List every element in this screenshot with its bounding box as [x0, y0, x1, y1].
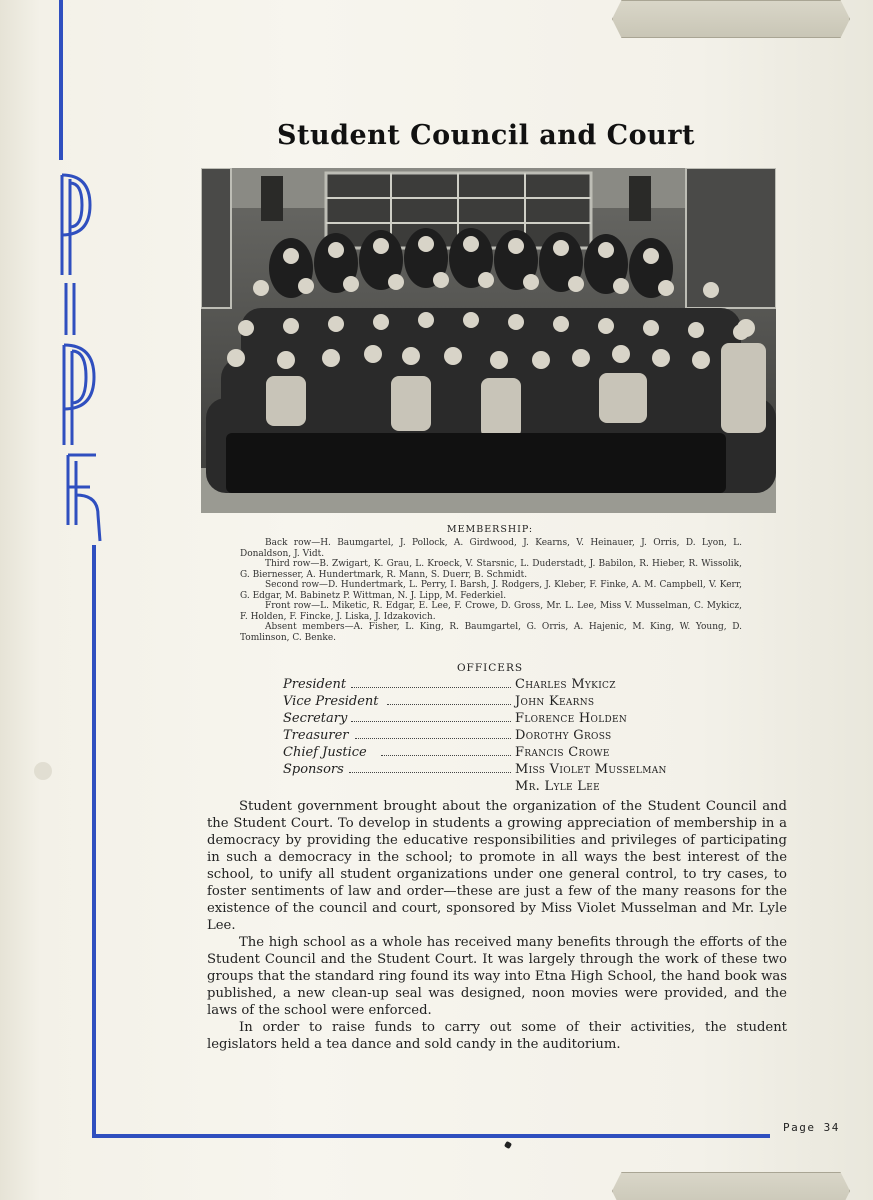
leader-dots — [355, 738, 511, 739]
officer-name: Florence Holden — [515, 711, 628, 726]
top-binder-tab — [612, 0, 850, 38]
officer-role: President — [283, 677, 347, 692]
body-paragraph: Student government brought about the organization of the Student Council and the Student Court. To develop in students a growing appreciation of membership in a democracy by providing the educative responsibilities and privileges of participating in such a democracy in the school; to promote in all ways the best interest of the school, to unify all student organizations under one general control, to try cases, to foster sentiments of law and order—these are just a few of the many reasons for the existence of the council and court, sponsored by Miss Violet Musselman and Mr. Lyle Lee. — [207, 799, 787, 933]
membership-absent: Absent members—A. Fisher, L. King, R. Baumgartel, G. Orris, A. Hajenic, M. King, W. Young, D. Tomlinson, C. Benke. — [240, 622, 742, 643]
leader-dots — [387, 704, 511, 705]
leader-dots — [349, 772, 511, 773]
top-blue-rule — [59, 0, 63, 160]
page-title: Student Council and Court — [276, 120, 695, 151]
leader-dots — [381, 755, 511, 756]
officer-name: John Kearns — [515, 694, 595, 709]
officer-role: Sponsors — [283, 762, 344, 777]
officers-heading: OFFICERS — [456, 662, 524, 674]
officer-role: Treasurer — [283, 728, 349, 743]
officer-row — [283, 711, 743, 727]
officer-role: Secretary — [283, 711, 348, 726]
membership-third-row: Third row—B. Zwigart, K. Grau, L. Kroeck, V. Starsnic, L. Duderstadt, J. Babilon, R. Hieber, R. Wissolik, G. Biernesser, A. Hundertmark, R. Mann, S. Duerr, B. Schmidt. — [240, 559, 742, 580]
officer-name-second-sponsor: Mr. Lyle Lee — [515, 779, 600, 794]
membership-second-row: Second row—D. Hundertmark, L. Perry, I. Barsh, J. Rodgers, J. Kleber, F. Finke, A. M. Campbell, V. Kerr, G. Edgar, M. Babinetz P. Wittman, N. J. Lipp, M. Federkiel. — [240, 580, 742, 601]
officer-role: Chief Justice — [283, 745, 367, 760]
bottom-blue-rule — [96, 1134, 770, 1138]
officer-row — [283, 745, 743, 761]
membership-front-row: Front row—L. Miketic, R. Edgar, E. Lee, F. Crowe, D. Gross, Mr. L. Lee, Miss V. Musselman, C. Mykicz, F. Holden, F. Fincke, J. Liska, J. Idzakovich. — [240, 601, 742, 622]
officer-row — [283, 762, 743, 778]
officer-name: Charles Mykicz — [515, 677, 616, 692]
membership-heading: MEMBERSHIP: — [446, 524, 534, 535]
officer-role: Vice President — [283, 694, 379, 709]
membership-back-row: Back row—H. Baumgartel, J. Pollock, A. Girdwood, J. Kearns, V. Heinauer, J. Orris, D. Lyon, L. Donaldson, J. Vidt. — [240, 538, 742, 559]
page-number: Page 34 — [783, 1121, 840, 1134]
body-paragraph: The high school as a whole has received many benefits through the efforts of the Student Council and the Student Court. It was largely through the work of these two groups that the standard ring found its way into Etna High School, the hand book was published, a new clean-up seal was designed, noon movies were provided, and the laws of the school were enforced. — [207, 935, 787, 1018]
officer-row — [283, 694, 743, 710]
group-photo — [201, 168, 776, 513]
officer-name: Francis Crowe — [515, 745, 610, 760]
leader-dots — [351, 721, 511, 722]
bottom-binder-tab — [612, 1172, 850, 1200]
leader-dots — [351, 687, 511, 688]
ink-speck — [504, 1141, 512, 1149]
piper-logo — [54, 165, 106, 543]
officer-row — [283, 728, 743, 744]
officer-row — [283, 779, 743, 795]
margin-mark — [34, 762, 52, 780]
body-text — [207, 798, 787, 1053]
officer-name: Miss Violet Musselman — [515, 762, 667, 777]
body-paragraph: In order to raise funds to carry out some of their activities, the student legislators held a tea dance and sold candy in the auditorium. — [207, 1020, 787, 1052]
officer-row — [283, 677, 743, 693]
officer-name: Dorothy Gross — [515, 728, 612, 743]
left-blue-rule — [92, 545, 96, 1138]
membership-list — [240, 538, 742, 643]
